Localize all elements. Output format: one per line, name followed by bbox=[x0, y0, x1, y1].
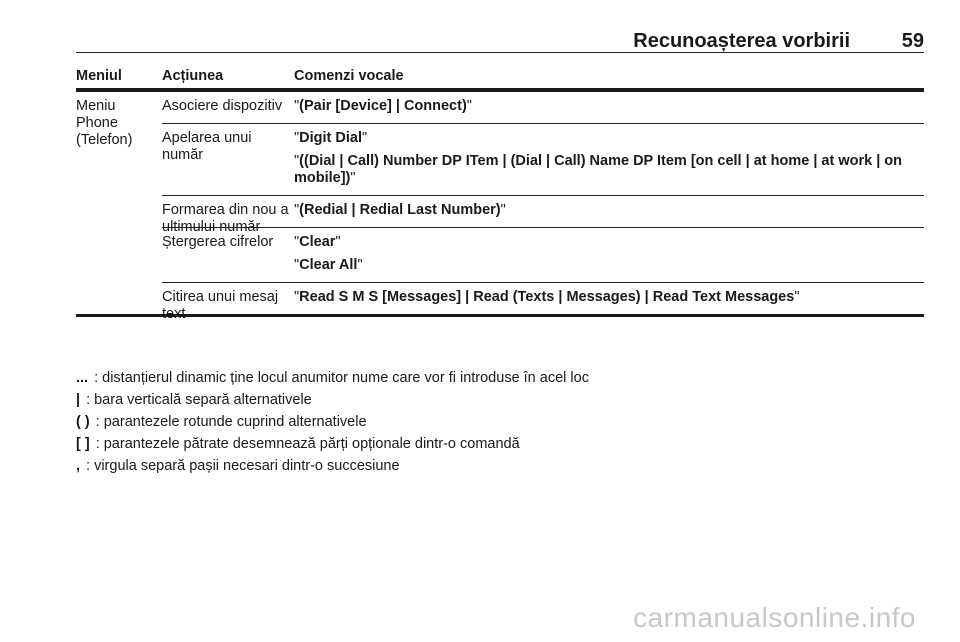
action-cell: Ștergerea cifrelor bbox=[162, 234, 274, 250]
legend-item bbox=[76, 458, 924, 480]
column-header-menu: Meniul bbox=[76, 68, 122, 84]
page-number: 59 bbox=[901, 30, 924, 52]
legend-symbol: ( ) bbox=[76, 414, 90, 430]
legend-text: : distanțierul dinamic ține locul anumitor nume care vor fi introduse în acel loc bbox=[94, 370, 589, 386]
notation-legend bbox=[76, 370, 924, 480]
action-cell: Asociere dispozitiv bbox=[162, 98, 283, 114]
table-row bbox=[162, 228, 924, 283]
legend-item bbox=[76, 414, 924, 436]
column-header-action: Acțiunea bbox=[162, 68, 224, 84]
action-cell: Citirea unui mesaj text bbox=[162, 289, 279, 322]
voice-command: "Read S M S [Messages] | Read (Texts | Messages) | Read Text Messages" bbox=[294, 289, 800, 305]
commands-cell bbox=[294, 124, 924, 195]
legend-item bbox=[76, 370, 924, 392]
action-cell: Apelarea unui număr bbox=[162, 130, 252, 163]
commands-cell bbox=[294, 283, 924, 314]
commands-cell bbox=[294, 228, 924, 282]
voice-commands-table bbox=[76, 66, 924, 322]
legend-symbol: [ ] bbox=[76, 436, 90, 452]
table-body bbox=[76, 92, 924, 322]
legend-text: : bara verticală separă alternativele bbox=[86, 392, 312, 408]
voice-command: "((Dial | Call) Number DP ITem | (Dial | Call) Name DP Item [on cell | at home | at work | on mobile])" bbox=[294, 153, 903, 186]
table-row bbox=[162, 124, 924, 196]
legend-symbol: , bbox=[76, 458, 81, 474]
legend-text: : parantezele rotunde cuprind alternativele bbox=[95, 414, 367, 430]
voice-command: "Clear All" bbox=[294, 257, 363, 273]
menu-cell: Meniu Phone (Telefon) bbox=[76, 98, 133, 148]
table-row bbox=[162, 196, 924, 235]
page-title: Recunoașterea vorbirii bbox=[633, 30, 850, 52]
table-header bbox=[76, 66, 924, 92]
legend-item bbox=[76, 436, 924, 458]
table-row bbox=[162, 92, 924, 124]
voice-command: "Digit Dial" bbox=[294, 130, 368, 146]
column-header-commands: Comenzi vocale bbox=[294, 68, 404, 84]
legend-text: : virgula separă pașii necesari dintr-o succesiune bbox=[86, 458, 400, 474]
table-row bbox=[76, 283, 924, 322]
watermark: carmanualsonline.info bbox=[633, 602, 916, 633]
commands-cell bbox=[294, 196, 924, 227]
voice-command: "(Redial | Redial Last Number)" bbox=[294, 202, 506, 218]
legend-symbol: | bbox=[76, 392, 81, 408]
legend-symbol: ... bbox=[76, 370, 89, 386]
voice-command: "(Pair [Device] | Connect)" bbox=[294, 98, 472, 114]
legend-item bbox=[76, 392, 924, 414]
page-header bbox=[76, 30, 924, 53]
action-cell: Formarea din nou a ultimului număr bbox=[162, 202, 289, 235]
legend-text: : parantezele pătrate desemnează părți opționale dintr-o comandă bbox=[95, 436, 520, 452]
commands-cell bbox=[294, 92, 924, 123]
voice-command: "Clear" bbox=[294, 234, 341, 250]
